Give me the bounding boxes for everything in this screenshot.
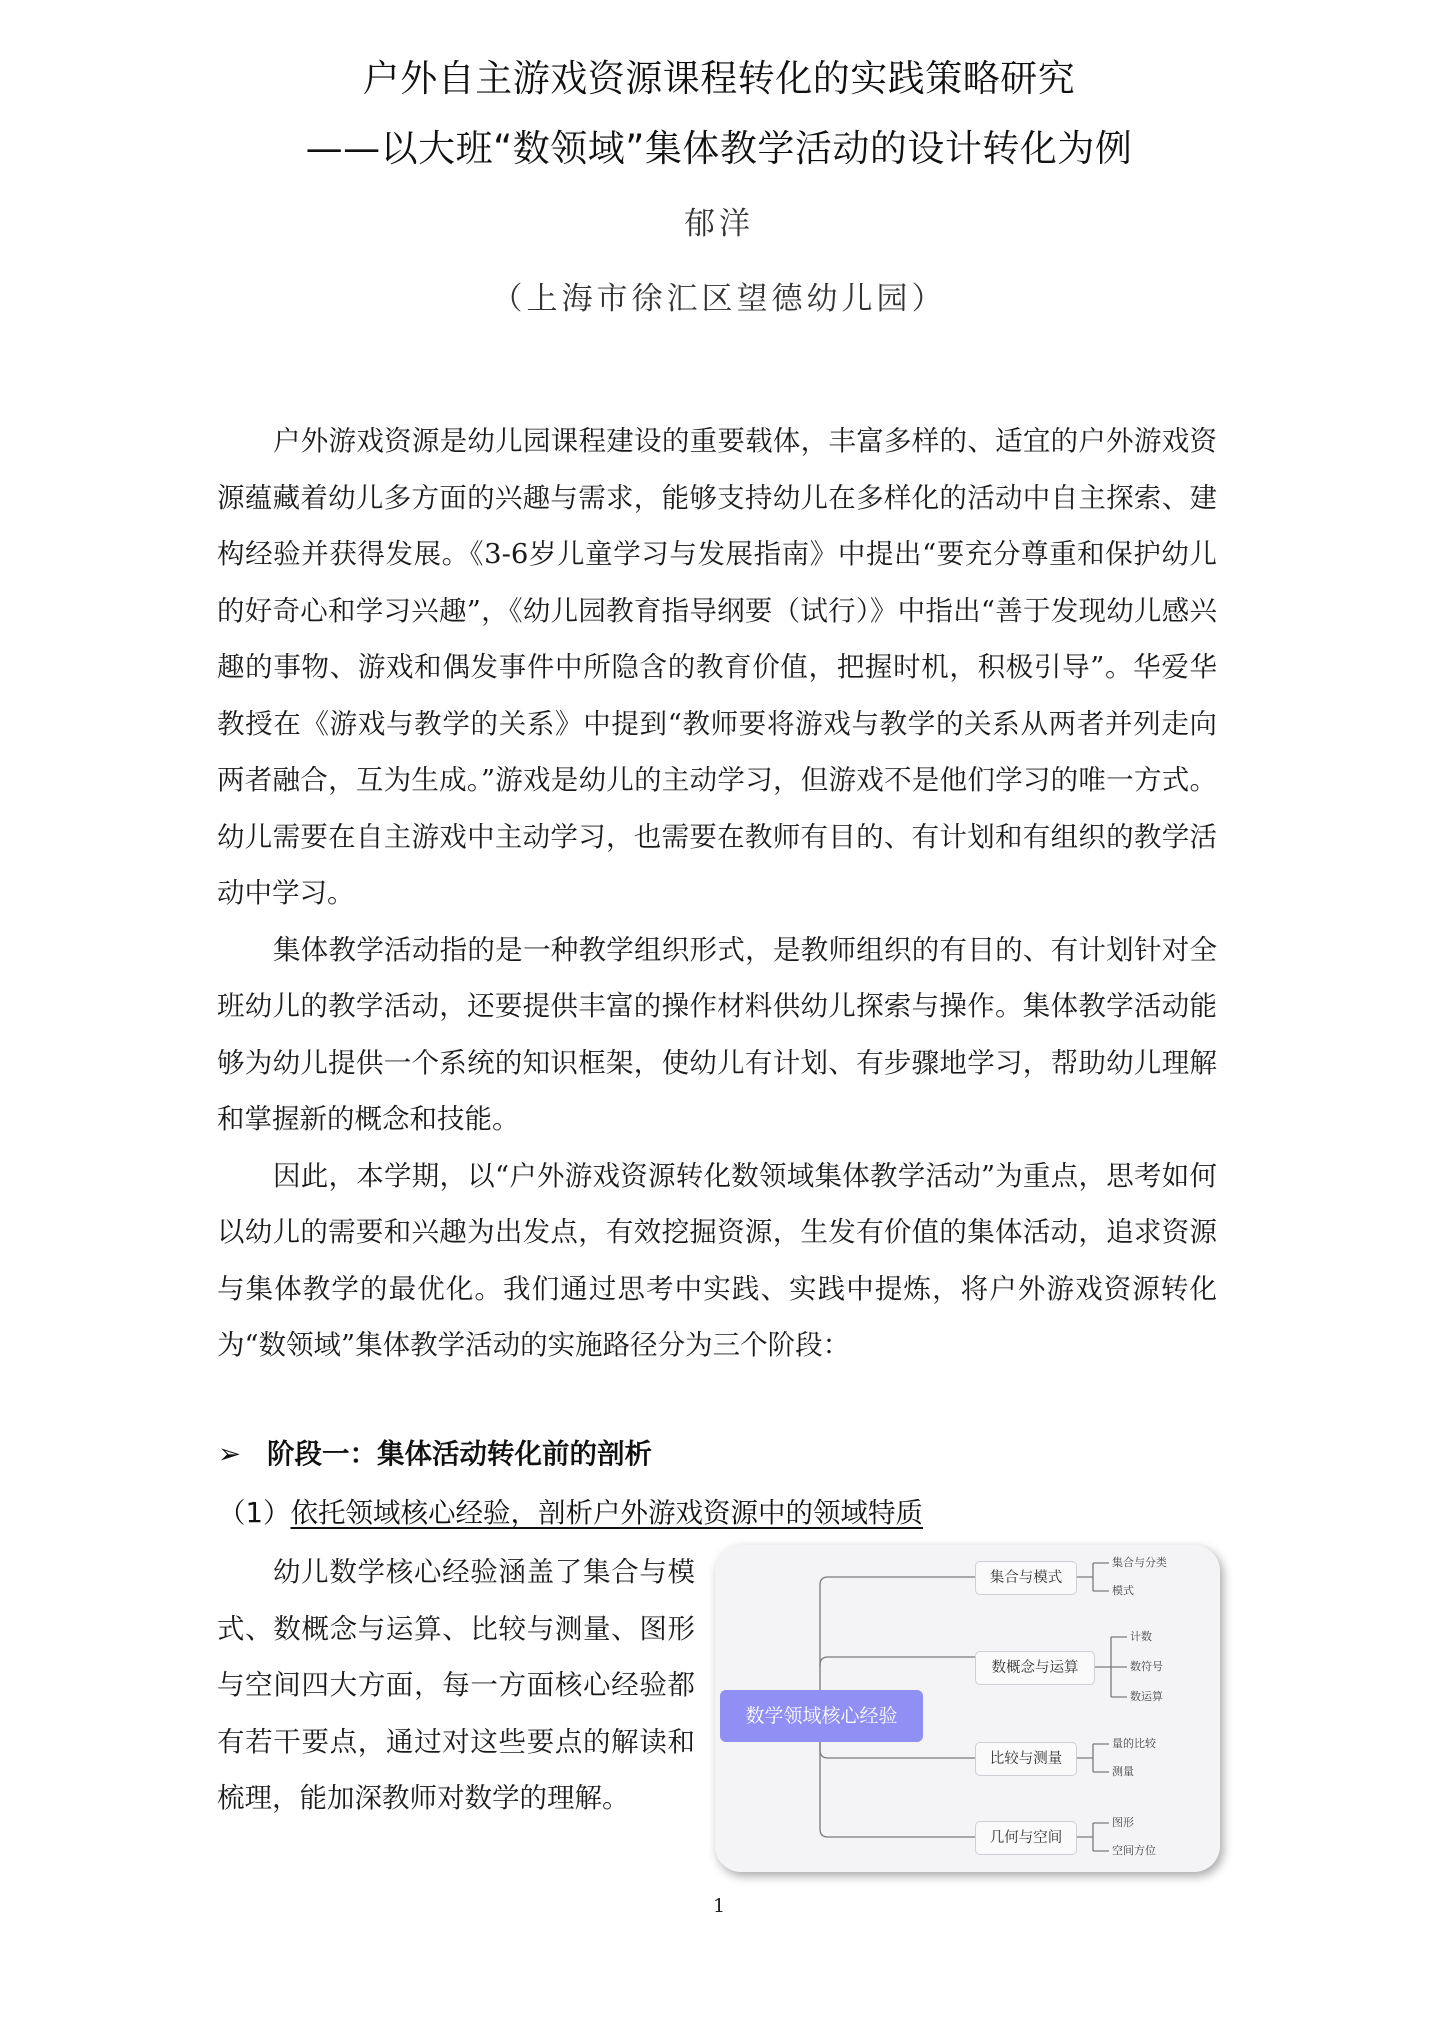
stage-heading [218, 1434, 652, 1474]
branch-comparison-measurement: 比较与测量 [975, 1742, 1077, 1776]
leaf-shapes: 图形 [1112, 1816, 1134, 1829]
branch-geometry-space: 几何与空间 [975, 1821, 1077, 1855]
title-line-1: 户外自主游戏资源课程转化的实践策略研究 [362, 57, 1076, 100]
branch-sets-patterns: 集合与模式 [975, 1561, 1077, 1595]
core-experience-mindmap [715, 1545, 1220, 1872]
subsection-title: 依托领域核心经验，剖析户外游戏资源中的领域特质 [290, 1497, 923, 1529]
leaf-number-symbol: 数符号 [1130, 1660, 1163, 1673]
stage-title: 阶段一：集体活动转化前的剖析 [267, 1438, 653, 1470]
subsection-number: （1） [218, 1497, 291, 1529]
paragraph-3: 因此，本学期，以“户外游戏资源转化数领域集体教学活动”为重点，思考如何以幼儿的需要和兴趣为出发点，有效挖掘资源，生发有价值的集体活动，追求资源与集体教学的最优化。我们通过思考中实践、实践中提炼，将户外游戏资源转化为“数领域”集体教学活动的实施路径分为三个阶段： [217, 1159, 1217, 1361]
leaf-counting: 计数 [1130, 1630, 1152, 1643]
arrow-bullet-icon: ➢ [218, 1438, 242, 1470]
subsection-paragraph: 幼儿数学核心经验涵盖了集合与模式、数概念与运算、比较与测量、图形与空间四大方面，每一方面核心经验都有若干要点，通过对这些要点的解读和梳理，能加深教师对数学的理解。 [217, 1556, 695, 1814]
paragraph-2: 集体教学活动指的是一种教学组织形式，是教师组织的有目的、有计划针对全班幼儿的教学活动，还要提供丰富的操作材料供幼儿探索与操作。集体教学活动能够为幼儿提供一个系统的知识框架，使幼儿有计划、有步骤地学习，帮助幼儿理解和掌握新的概念和技能。 [217, 933, 1217, 1135]
intro-body [217, 413, 1217, 1374]
author-name: 郁洋 [684, 206, 754, 242]
leaf-pattern: 模式 [1112, 1584, 1134, 1597]
author-affiliation: （上海市徐汇区望德幼儿园） [491, 281, 947, 317]
leaf-spatial-orientation: 空间方位 [1112, 1844, 1156, 1857]
subsection-heading [218, 1493, 923, 1533]
leaf-set-classification: 集合与分类 [1112, 1556, 1167, 1569]
subsection-body [217, 1544, 695, 1827]
title-line-2: ——以大班“数领域”集体教学活动的设计转化为例 [305, 127, 1133, 170]
page-number: 1 [712, 1895, 726, 1917]
branch-number-operations: 数概念与运算 [975, 1651, 1095, 1685]
leaf-number-operation: 数运算 [1130, 1690, 1163, 1703]
leaf-measurement: 测量 [1112, 1765, 1134, 1778]
paragraph-1: 户外游戏资源是幼儿园课程建设的重要载体，丰富多样的、适宜的户外游戏资源蕴藏着幼儿多方面的兴趣与需求，能够支持幼儿在多样化的活动中自主探索、建构经验并获得发展。《3-6岁儿童学习与发展指南》中提出“要充分尊重和保护幼儿的好奇心和学习兴趣”，《幼儿园教育指导纲要（试行）》中指出“善于发现幼儿感兴趣的事物、游戏和偶发事件中所隐含的教育价值，把握时机，积极引导”。华爱华教授在《游戏与教学的关系》中提到“教师要将游戏与教学的关系从两者并列走向两者融合，互为生成。”游戏是幼儿的主动学习，但游戏不是他们学习的唯一方式。幼儿需要在自主游戏中主动学习，也需要在教师有目的、有计划和有组织的教学活动中学习。 [217, 425, 1217, 909]
leaf-quantity-comparison: 量的比较 [1112, 1737, 1156, 1750]
mindmap-root-node: 数学领域核心经验 [720, 1690, 923, 1742]
